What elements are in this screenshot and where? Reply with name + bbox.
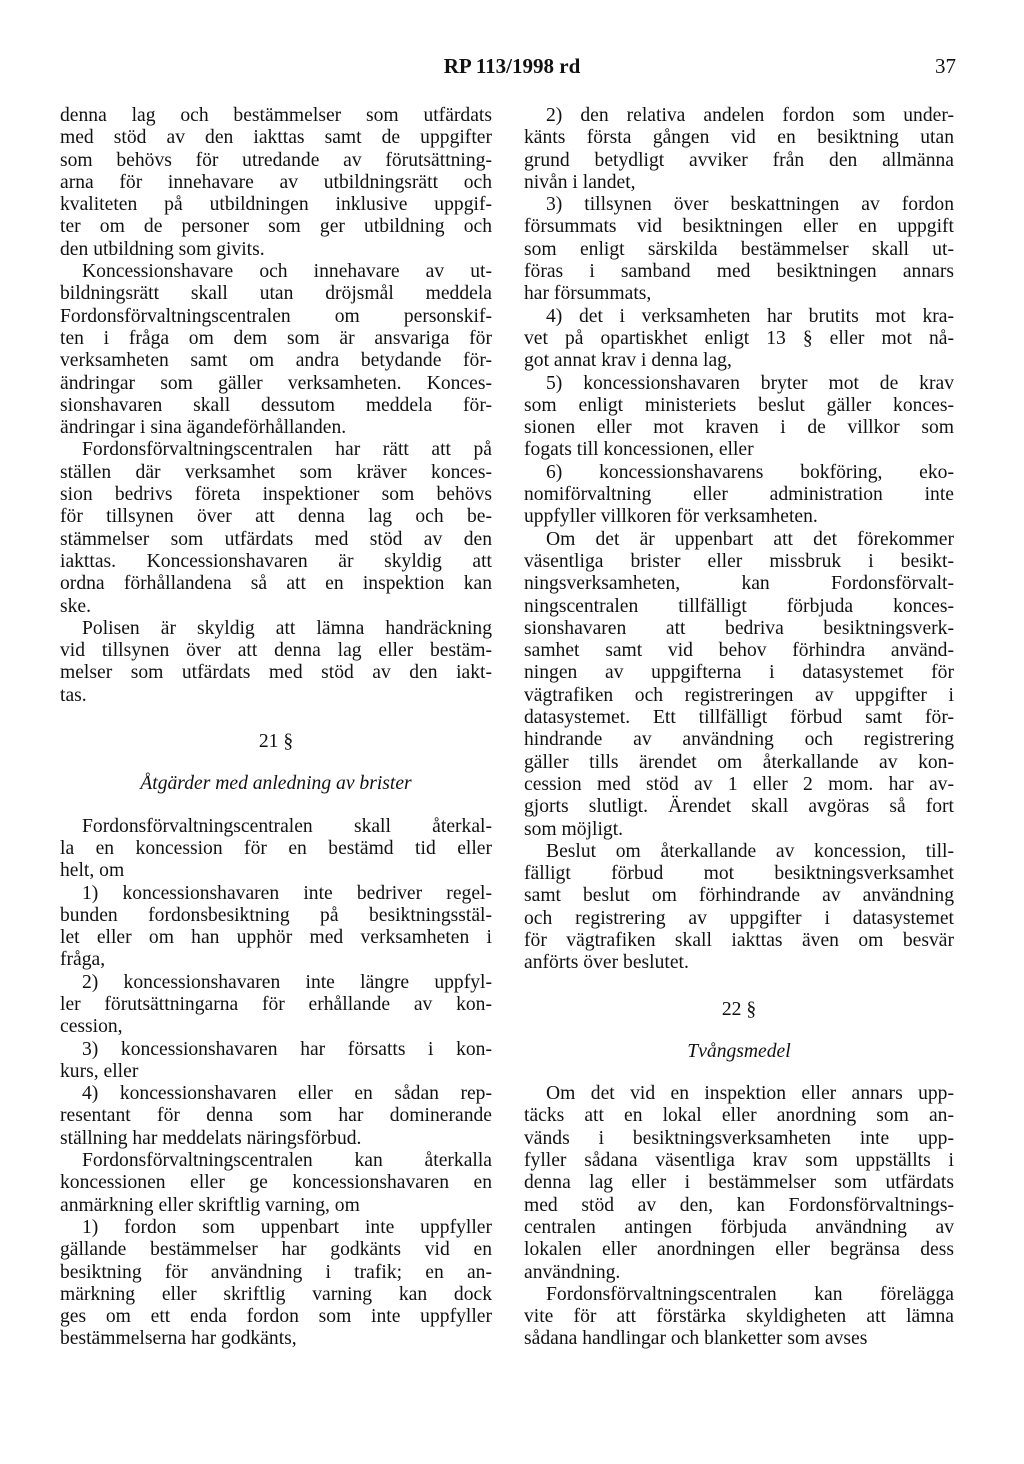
text-line: besiktning för användning i trafik; en an- xyxy=(60,1261,492,1283)
text-line: nivån i landet, xyxy=(524,171,636,193)
text-line: denna lag eller i bestämmelser som utfärdats xyxy=(524,1172,954,1194)
text-line: som enligt särskilda bestämmelser skall ut- xyxy=(524,238,954,260)
page-header xyxy=(60,52,964,82)
text-line: 2) den relativa andelen fordon som under- xyxy=(546,105,954,126)
text-line: för tillsynen över att denna lag och be- xyxy=(60,506,492,528)
paragraph xyxy=(60,1039,492,1084)
text-line: och registrering av uppgifter i datasystemet xyxy=(524,907,954,929)
text-line: Beslut om återkallande av koncession, till- xyxy=(546,840,954,862)
text-line: gjorts slutligt. Ärendet skall avgöras så fort xyxy=(524,796,954,818)
text-line: vite för att förstärka skyldigheten att lämna xyxy=(524,1306,954,1328)
text-line: ändringar i sina ägandeförhållanden. xyxy=(60,417,347,439)
text-line: tas. xyxy=(60,684,87,706)
text-line: ställen där verksamhet som kräver konces- xyxy=(60,461,492,483)
text-line: Fordonsförvaltningscentralen kan återkalla xyxy=(82,1150,492,1172)
paragraph xyxy=(524,529,954,841)
section-number: 21 § xyxy=(258,731,294,753)
text-line: ten i fråga om dem som är ansvariga för xyxy=(60,327,492,349)
text-line: kurs, eller xyxy=(60,1060,139,1082)
text-line: Fordonsförvaltningscentralen skall återkal- xyxy=(82,815,492,837)
text-line: för vägtrafiken skall iakttas även om besvär xyxy=(524,929,954,951)
paragraph xyxy=(524,841,954,975)
right-column xyxy=(524,105,954,1351)
text-line: helt, om xyxy=(60,860,125,882)
text-line: Koncessionshavare och innehavare av ut- xyxy=(82,261,492,283)
text-line: let eller om han upphör med verksamheten i xyxy=(60,927,492,949)
text-line: centralen antingen förbjuda användning av xyxy=(524,1216,954,1238)
text-line: vet på opartiskhet enligt 13 § eller mot nå- xyxy=(524,327,954,349)
text-line: 5) koncessionshavaren bryter mot de krav xyxy=(546,372,954,394)
text-line: sionshavaren att bedriva besiktningsverk- xyxy=(524,617,954,639)
paragraph xyxy=(524,462,954,529)
text-line: ningsverksamheten, kan Fordonsförvalt- xyxy=(524,573,954,595)
text-line: koncessionen eller ge koncessionshavaren en xyxy=(60,1172,492,1194)
paragraph xyxy=(524,105,954,194)
running-title: RP 113/1998 rd xyxy=(443,54,581,78)
text-line: 4) det i verksamheten har brutits mot kra- xyxy=(546,305,954,327)
text-line: som enligt ministeriets beslut gäller konces- xyxy=(524,394,954,416)
text-line: anmärkning eller skriftlig varning, om xyxy=(60,1194,360,1216)
paragraph xyxy=(524,373,954,462)
text-line: hindrande av användning och registrering xyxy=(524,729,954,751)
text-line: med stöd av den iakttas samt de uppgifter xyxy=(60,127,492,149)
text-line: cession, xyxy=(60,1016,123,1038)
text-line: la en koncession för en bestämd tid eller xyxy=(60,837,492,859)
text-line: sion bedrivs företa inspektioner som behövs xyxy=(60,484,492,506)
paragraph xyxy=(60,972,492,1039)
text-line: nomiförvaltning eller administration inte xyxy=(524,484,954,506)
text-line: försummats vid besiktningen eller en uppgift xyxy=(524,216,954,238)
paragraph xyxy=(60,261,492,439)
text-line: Fordonsförvaltningscentralen om personskif- xyxy=(60,305,492,327)
text-line: cession med stöd av 1 eller 2 mom. har av- xyxy=(524,773,954,795)
text-line: kvaliteten på utbildningen inklusive uppgif- xyxy=(60,194,492,216)
text-line: vid tillsynen över att denna lag eller bestäm- xyxy=(60,640,492,662)
text-line: som behövs för utredande av förutsättning- xyxy=(60,149,492,171)
text-line: ler förutsättningarna för erhållande av kon- xyxy=(60,993,492,1015)
text-line: fälligt förbud mot besiktningsverksamhet xyxy=(524,863,954,885)
text-line: 1) koncessionshavaren inte bedriver regel- xyxy=(82,882,492,904)
paragraph xyxy=(60,883,492,972)
text-line: användning. xyxy=(524,1261,621,1283)
section-number: 22 § xyxy=(721,998,757,1020)
text-line: märkning eller skriftlig varning kan dock xyxy=(60,1283,492,1305)
text-line: got annat krav i denna lag, xyxy=(524,350,732,372)
text-line: gäller tills ärendet om återkallande av kon- xyxy=(524,751,954,773)
paragraph xyxy=(60,439,492,617)
text-line: denna lag och bestämmelser som utfärdats xyxy=(60,105,492,126)
text-line: Om det är uppenbart att det förekommer xyxy=(546,528,954,550)
paragraph xyxy=(60,1150,492,1217)
text-line: känts första gången vid en besiktning utan xyxy=(524,127,954,149)
text-line: vägtrafiken och registreringen av uppgifter i xyxy=(524,684,954,706)
text-line: ordna förhållandena så att en inspektion kan xyxy=(60,573,492,595)
text-line: den utbildning som givits. xyxy=(60,238,265,260)
text-line: ställning har meddelats näringsförbud. xyxy=(60,1127,362,1149)
text-line: 6) koncessionshavarens bokföring, eko- xyxy=(546,461,954,483)
paragraph xyxy=(524,306,954,373)
text-line: bildningsrätt skall utan dröjsmål meddela xyxy=(60,283,492,305)
text-line: ningscentralen tillfälligt förbjuda konces- xyxy=(524,595,954,617)
text-line: Om det vid en inspektion eller annars upp- xyxy=(546,1083,954,1105)
text-line: 3) koncessionshavaren har försatts i kon- xyxy=(82,1038,492,1060)
paragraph xyxy=(60,816,492,883)
text-line: vänds i besiktningsverksamheten inte upp- xyxy=(524,1127,954,1149)
text-line: ningen av uppgifterna i datasystemet för xyxy=(524,662,954,684)
text-line: ändringar som gäller verksamheten. Konces- xyxy=(60,372,492,394)
text-line: anförts över beslutet. xyxy=(524,952,689,974)
paragraph xyxy=(60,1217,492,1351)
paragraph xyxy=(524,1284,954,1351)
text-line: ske. xyxy=(60,595,92,617)
text-line: bunden fordonsbesiktning på besiktningsstäl- xyxy=(60,904,492,926)
text-line: verksamheten samt om andra betydande för- xyxy=(60,350,492,372)
text-line: fråga, xyxy=(60,949,106,971)
text-line: ter om de personer som ger utbildning och xyxy=(60,216,492,238)
text-line: datasystemet. Ett tillfälligt förbud samt för- xyxy=(524,707,954,729)
text-line: sionshavaren skall dessutom meddela för- xyxy=(60,394,492,416)
text-line: resentant för denna som har dominerande xyxy=(60,1105,492,1127)
paragraph xyxy=(60,618,492,707)
text-line: stämmelser som utfärdats med stöd av den xyxy=(60,528,492,550)
text-line: ges om ett enda fordon som inte uppfyller xyxy=(60,1306,492,1328)
text-line: väsentliga brister eller missbruk i besikt- xyxy=(524,550,954,572)
text-line: sionen eller mot kraven i de villkor som xyxy=(524,417,954,439)
text-line: täcks att en lokal eller anordning som an- xyxy=(524,1105,954,1127)
text-line: 2) koncessionshavaren inte längre uppfyl- xyxy=(82,971,492,993)
text-line: melser som utfärdats med stöd av den iakt- xyxy=(60,662,492,684)
text-line: grund betydligt avviker från den allmänna xyxy=(524,149,954,171)
text-line: fyller sådana väsentliga krav som uppställts i xyxy=(524,1150,954,1172)
text-line: Polisen är skyldig att lämna handräckning xyxy=(82,617,492,639)
section-title: Åtgärder med anledning av brister xyxy=(140,773,412,795)
paragraph xyxy=(60,105,492,261)
text-line: lokalen eller anordningen eller begränsa dess xyxy=(524,1239,954,1261)
text-line: Fordonsförvaltningscentralen kan förelägga xyxy=(546,1283,954,1305)
text-line: 1) fordon som uppenbart inte uppfyller xyxy=(82,1216,492,1238)
text-line: samhet samt vid behov förhindra använd- xyxy=(524,640,954,662)
text-line: 4) koncessionshavaren eller en sådan rep- xyxy=(82,1083,492,1105)
page-number: 37 xyxy=(935,54,956,78)
text-line: som möjligt. xyxy=(524,818,624,840)
text-line: med stöd av den, kan Fordonsförvaltnings- xyxy=(524,1194,954,1216)
text-line: 3) tillsynen över beskattningen av fordon xyxy=(546,194,954,216)
section-title: Tvångsmedel xyxy=(687,1040,791,1062)
paragraph xyxy=(60,1083,492,1150)
text-line: iakttas. Koncessionshavaren är skyldig att xyxy=(60,550,492,572)
text-line: sådana handlingar och blanketter som avses xyxy=(524,1328,868,1350)
text-line: arna för innehavare av utbildningsrätt och xyxy=(60,171,492,193)
text-line: gällande bestämmelser har godkänts vid en xyxy=(60,1239,492,1261)
left-column xyxy=(60,105,492,1351)
text-line: föras i samband med besiktningen annars xyxy=(524,261,954,283)
text-line: fogats till koncessionen, eller xyxy=(524,439,754,461)
text-line: Fordonsförvaltningscentralen har rätt att på xyxy=(82,439,492,461)
text-line: bestämmelserna har godkänts, xyxy=(60,1328,297,1350)
text-line: uppfyller villkoren för verksamheten. xyxy=(524,506,818,528)
text-line: har försummats, xyxy=(524,283,652,305)
paragraph xyxy=(524,194,954,305)
paragraph xyxy=(524,1083,954,1284)
text-line: samt beslut om förhindrande av användning xyxy=(524,885,954,907)
